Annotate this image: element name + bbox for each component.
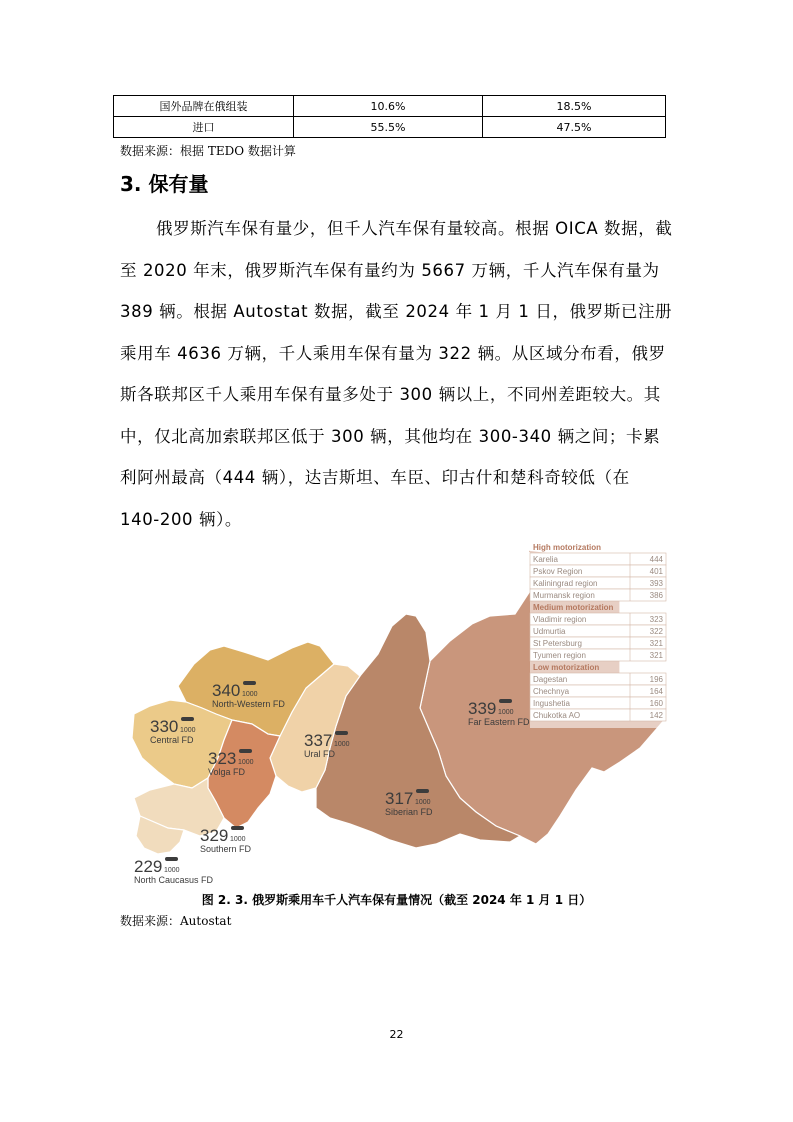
district-name: Volga FD — [208, 767, 246, 777]
table-row — [114, 96, 666, 117]
legend-medium-row-value: 321 — [649, 639, 663, 648]
legend-high-row-name: Pskov Region — [533, 567, 583, 576]
legend-medium-row-value: 321 — [649, 651, 663, 660]
table-cell: 47.5% — [483, 117, 666, 138]
legend-medium-row-name: Udmurtia — [533, 627, 566, 636]
district-value: 337 — [304, 731, 333, 750]
district-name: Southern FD — [200, 844, 252, 854]
table-cell: 进口 — [114, 117, 294, 138]
legend-high-row-name: Kaliningrad region — [533, 579, 598, 588]
car-icon — [165, 857, 178, 861]
legend-medium-row-value: 323 — [649, 615, 663, 624]
district-unit: 1000 — [415, 799, 431, 806]
legend-low-row-name: Ingushetia — [533, 699, 570, 708]
russia-motorization-map — [120, 536, 668, 886]
district-value: 329 — [200, 826, 229, 845]
district-name: Ural FD — [304, 749, 335, 759]
district-name: Far Eastern FD — [468, 717, 530, 727]
legend-high-row-name: Karelia — [533, 555, 558, 564]
car-icon — [335, 731, 348, 735]
legend-low-row-value: 160 — [649, 699, 663, 708]
table-source-note: 数据来源：根据 TEDO 数据计算 — [120, 144, 296, 158]
car-icon — [243, 681, 256, 685]
paragraph-text: 俄罗斯汽车保有量少，但千人汽车保有量较高。根据 OICA 数据，截至 2020 年末，俄罗斯汽车保有量约为 5667 万辆，千人汽车保有量为 389 辆。根据 Autostat 数据，截至 2024 年 1 月 1 日，俄罗斯已注册乘用车 4636 万辆，千人乘用车保有量为 322 辆。从区域分布看，俄罗斯各联邦区千人乘用车保有量多处于 300 辆以上，不同州差距较大。其中，仅北高加索联邦区低于 300 辆，其他均在 300-340 辆之间；卡累利阿州最高（444 辆），达吉斯坦、车臣、印古什和楚科奇较低（在 140-200 辆）。 — [120, 219, 673, 529]
data-table — [113, 95, 666, 138]
legend-low-title: Low motorization — [533, 663, 600, 672]
district-value: 330 — [150, 717, 179, 736]
legend-high-row-value: 444 — [649, 555, 663, 564]
legend-medium-row-name: St Petersburg — [533, 639, 582, 648]
district-name: Central FD — [150, 735, 194, 745]
district-name: North-Western FD — [212, 699, 285, 709]
section-heading: 3. 保有量 — [120, 172, 209, 196]
district-name: Siberian FD — [385, 807, 433, 817]
body-paragraph — [120, 208, 675, 540]
table-cell: 55.5% — [294, 117, 483, 138]
legend-high-row-value: 401 — [649, 567, 663, 576]
district-unit: 1000 — [230, 836, 246, 843]
table-row — [114, 117, 666, 138]
district-unit: 1000 — [334, 741, 350, 748]
car-icon — [416, 789, 429, 793]
district-value: 317 — [385, 789, 414, 808]
motorization-legend — [530, 542, 666, 728]
district-unit: 1000 — [238, 759, 254, 766]
district-value: 323 — [208, 749, 237, 768]
district-value: 339 — [468, 699, 497, 718]
figure-caption: 图 2. 3. 俄罗斯乘用车千人汽车保有量情况（截至 2024 年 1 月 1 日） — [201, 893, 592, 907]
legend-high-row-value: 386 — [649, 591, 663, 600]
page-number: 22 — [389, 1028, 404, 1041]
district-label — [134, 857, 214, 885]
district-value: 340 — [212, 681, 241, 700]
legend-medium-row-name: Vladimir region — [533, 615, 587, 624]
legend-high-row-name: Murmansk region — [533, 591, 595, 600]
table-cell: 国外品牌在俄组装 — [114, 96, 294, 117]
district-unit: 1000 — [180, 727, 196, 734]
legend-low-row-value: 164 — [649, 687, 663, 696]
legend-high-title: High motorization — [533, 543, 601, 552]
legend-low-row-name: Dagestan — [533, 675, 568, 684]
legend-medium-title: Medium motorization — [533, 603, 614, 612]
map-svg — [120, 536, 668, 886]
district-unit: 1000 — [242, 691, 258, 698]
legend-low-row-name: Chechnya — [533, 687, 570, 696]
table-cell: 10.6% — [294, 96, 483, 117]
table-cell: 18.5% — [483, 96, 666, 117]
district-name: North Caucasus FD — [134, 875, 214, 885]
legend-medium-row-name: Tyumen region — [533, 651, 586, 660]
car-icon — [181, 717, 194, 721]
district-value: 229 — [134, 857, 163, 876]
car-icon — [239, 749, 252, 753]
district-label — [200, 826, 252, 854]
legend-low-row-value: 142 — [649, 711, 663, 720]
legend-high-row-value: 393 — [649, 579, 663, 588]
district-unit: 1000 — [164, 867, 180, 874]
figure-source-note: 数据来源：Autostat — [120, 914, 232, 928]
legend-medium-row-value: 322 — [649, 627, 663, 636]
car-icon — [231, 826, 244, 830]
car-icon — [499, 699, 512, 703]
legend-low-row-name: Chukotka AO — [533, 711, 581, 720]
district-unit: 1000 — [498, 709, 514, 716]
legend-low-row-value: 196 — [649, 675, 663, 684]
